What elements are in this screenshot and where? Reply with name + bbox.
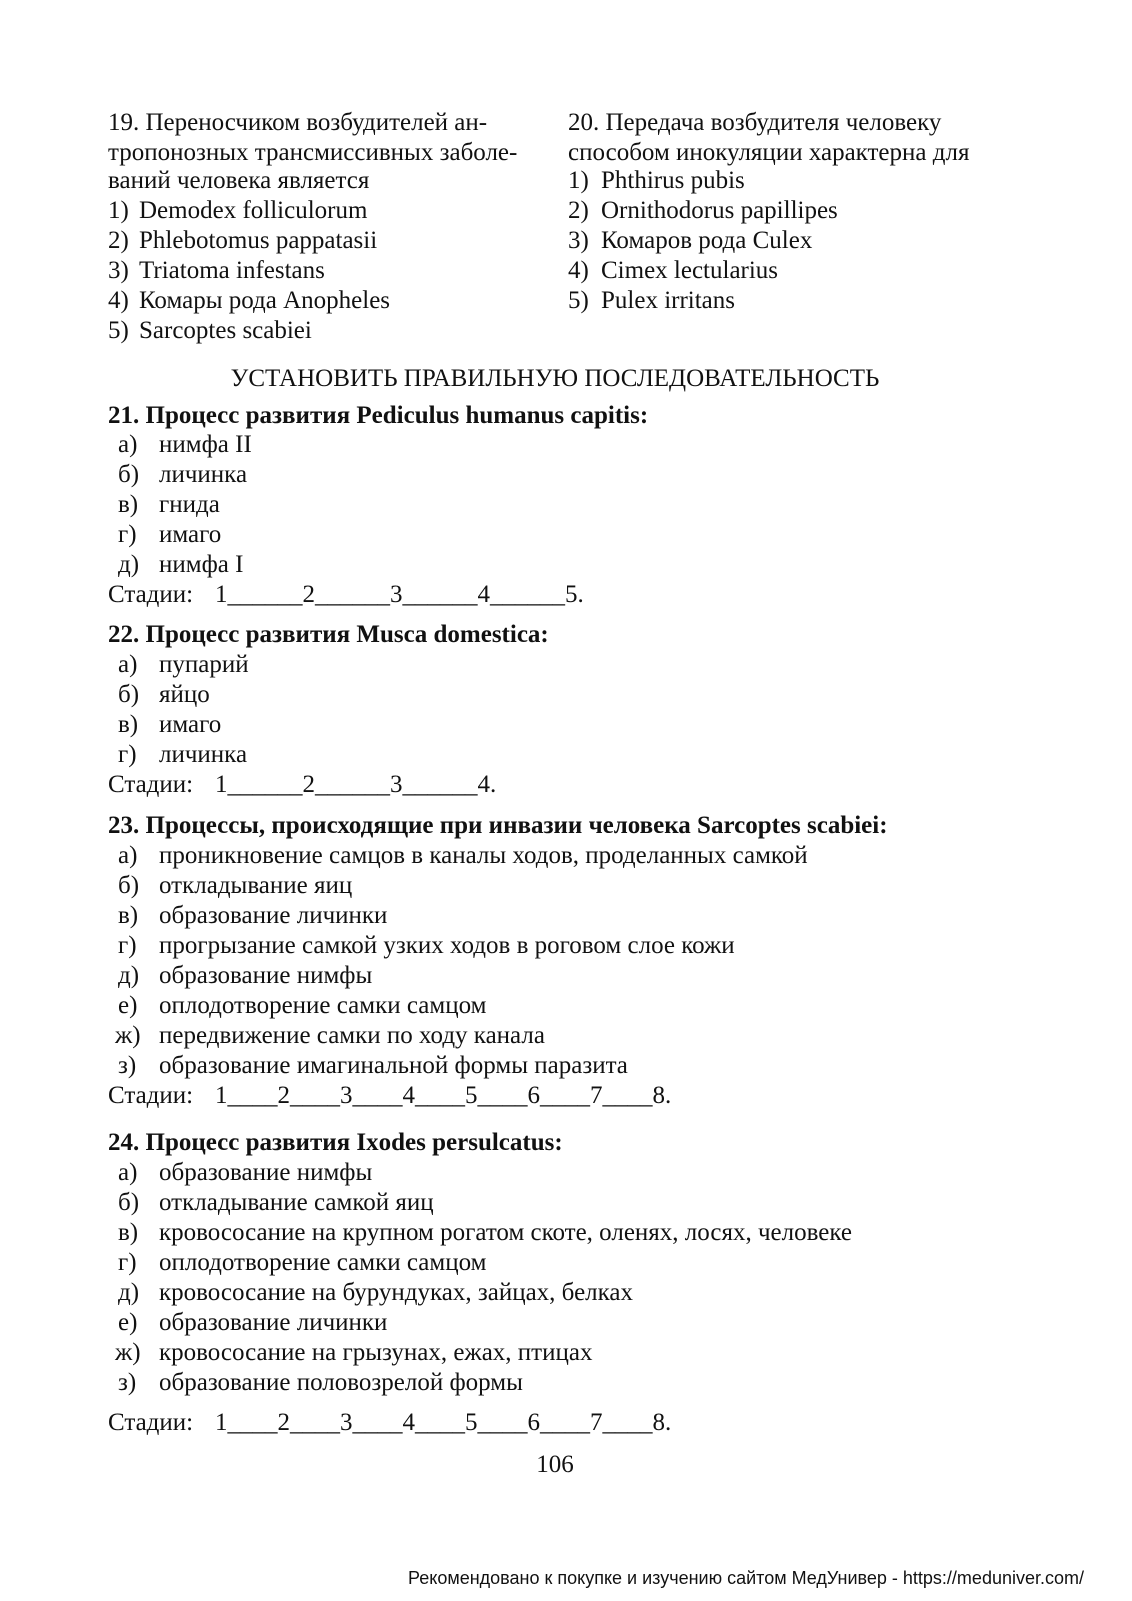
option-text: Demodex folliculorum: [139, 197, 368, 224]
option-text: образование нимфы: [159, 1159, 373, 1186]
question-title: 21. Процесс развития Pediculus humanus capitis:: [108, 402, 649, 429]
option-marker: б): [118, 461, 140, 488]
option-marker: д): [118, 551, 140, 578]
option-marker: б): [118, 1189, 140, 1216]
option-text: прогрызание самкой узких ходов в роговом слое кожи: [159, 932, 735, 959]
option-text: пупарий: [159, 651, 249, 678]
option-text: оплодотворение самки самцом: [159, 1249, 487, 1276]
option-marker: а): [118, 651, 138, 678]
option-text: откладывание яиц: [159, 872, 353, 899]
option-marker: 2): [108, 227, 129, 254]
option-marker: ж): [115, 1339, 141, 1366]
option-text: личинка: [159, 741, 248, 768]
option-marker: 4): [108, 287, 129, 314]
option-text: образование нимфы: [159, 962, 373, 989]
question-19-text-line: ваний человека является: [108, 167, 370, 194]
option-marker: в): [118, 902, 139, 929]
option-text: нимфа I: [159, 551, 244, 578]
footer-text: Рекомендовано к покупке и изучению сайтом МедУнивер - https://meduniver.com/: [408, 1568, 1084, 1588]
option-marker: г): [118, 1249, 137, 1276]
option-marker: з): [118, 1369, 137, 1396]
option-text: Комары рода Anopheles: [139, 287, 391, 314]
option-marker: б): [118, 872, 140, 899]
question-title: 23. Процессы, происходящие при инвазии человека Sarcoptes scabiei:: [108, 812, 888, 839]
option-text: образование личинки: [159, 902, 388, 929]
option-marker: г): [118, 741, 137, 768]
question-title: 22. Процесс развития Musca domestica:: [108, 621, 549, 648]
option-marker: 4): [568, 257, 589, 284]
option-marker: 5): [108, 317, 129, 344]
option-marker: а): [118, 1159, 138, 1186]
option-text: Cimex lectularius: [601, 257, 779, 284]
option-marker: з): [118, 1052, 137, 1079]
option-text: образование половозрелой формы: [159, 1369, 523, 1396]
option-marker: в): [118, 1219, 139, 1246]
option-marker: 3): [568, 227, 589, 254]
option-text: кровососание на крупном рогатом скоте, оленях, лосях, человеке: [159, 1219, 853, 1246]
option-marker: б): [118, 681, 140, 708]
stages-blanks: 1____2____3____4____5____6____7____8.: [215, 1082, 672, 1109]
stages-blanks: 1____2____3____4____5____6____7____8.: [215, 1409, 672, 1436]
option-marker: 3): [108, 257, 129, 284]
option-text: проникновение самцов в каналы ходов, проделанных самкой: [159, 842, 808, 869]
option-marker: е): [118, 992, 138, 1019]
option-text: Phlebotomus pappatasii: [139, 227, 378, 254]
stages-label: Стадии:: [108, 1082, 194, 1109]
option-text: гнида: [159, 491, 220, 518]
option-marker: д): [118, 1279, 140, 1306]
option-text: Комаров рода Culex: [601, 227, 813, 254]
option-marker: а): [118, 842, 138, 869]
question-20-text-line: способом инокуляции характерна для: [568, 139, 970, 166]
stages-label: Стадии:: [108, 1409, 194, 1436]
option-text: кровососание на грызунах, ежах, птицах: [159, 1339, 593, 1366]
option-text: Pulex irritans: [601, 287, 736, 314]
option-text: Ornithodorus papillipes: [601, 197, 838, 224]
question-20-text-line: 20. Передача возбудителя человеку: [568, 109, 942, 136]
question-19-text-line: 19. Переносчиком возбудителей ан-: [108, 109, 488, 136]
page-number: 106: [536, 1451, 574, 1478]
option-marker: в): [118, 711, 139, 738]
option-text: образование имагинальной формы паразита: [159, 1052, 628, 1079]
option-text: оплодотворение самки самцом: [159, 992, 487, 1019]
option-text: яйцо: [159, 681, 210, 708]
option-marker: в): [118, 491, 139, 518]
option-marker: г): [118, 932, 137, 959]
option-text: кровососание на бурундуках, зайцах, белках: [159, 1279, 633, 1306]
section-heading: УСТАНОВИТЬ ПРАВИЛЬНУЮ ПОСЛЕДОВАТЕЛЬНОСТЬ: [230, 365, 880, 392]
option-text: личинка: [159, 461, 248, 488]
stages-blanks: 1______2______3______4.: [215, 771, 497, 798]
option-marker: а): [118, 431, 138, 458]
option-marker: 1): [568, 167, 589, 194]
question-19-text-line: тропонозных трансмиссивных заболе-: [108, 139, 518, 166]
stages-label: Стадии:: [108, 771, 194, 798]
option-text: Phthirus pubis: [601, 167, 745, 194]
option-text: Sarcoptes scabiei: [139, 317, 312, 344]
stages-label: Стадии:: [108, 581, 194, 608]
option-marker: 1): [108, 197, 129, 224]
option-text: имаго: [159, 521, 222, 548]
option-marker: ж): [115, 1022, 141, 1049]
question-title: 24. Процесс развития Ixodes persulcatus:: [108, 1129, 563, 1156]
option-marker: г): [118, 521, 137, 548]
option-text: нимфа II: [159, 431, 252, 458]
option-marker: д): [118, 962, 140, 989]
option-marker: 5): [568, 287, 589, 314]
stages-blanks: 1______2______3______4______5.: [215, 581, 584, 608]
option-text: передвижение самки по ходу канала: [159, 1022, 545, 1049]
option-text: Triatoma infestans: [139, 257, 325, 284]
option-marker: е): [118, 1309, 138, 1336]
option-marker: 2): [568, 197, 589, 224]
option-text: имаго: [159, 711, 222, 738]
option-text: откладывание самкой яиц: [159, 1189, 434, 1216]
option-text: образование личинки: [159, 1309, 388, 1336]
